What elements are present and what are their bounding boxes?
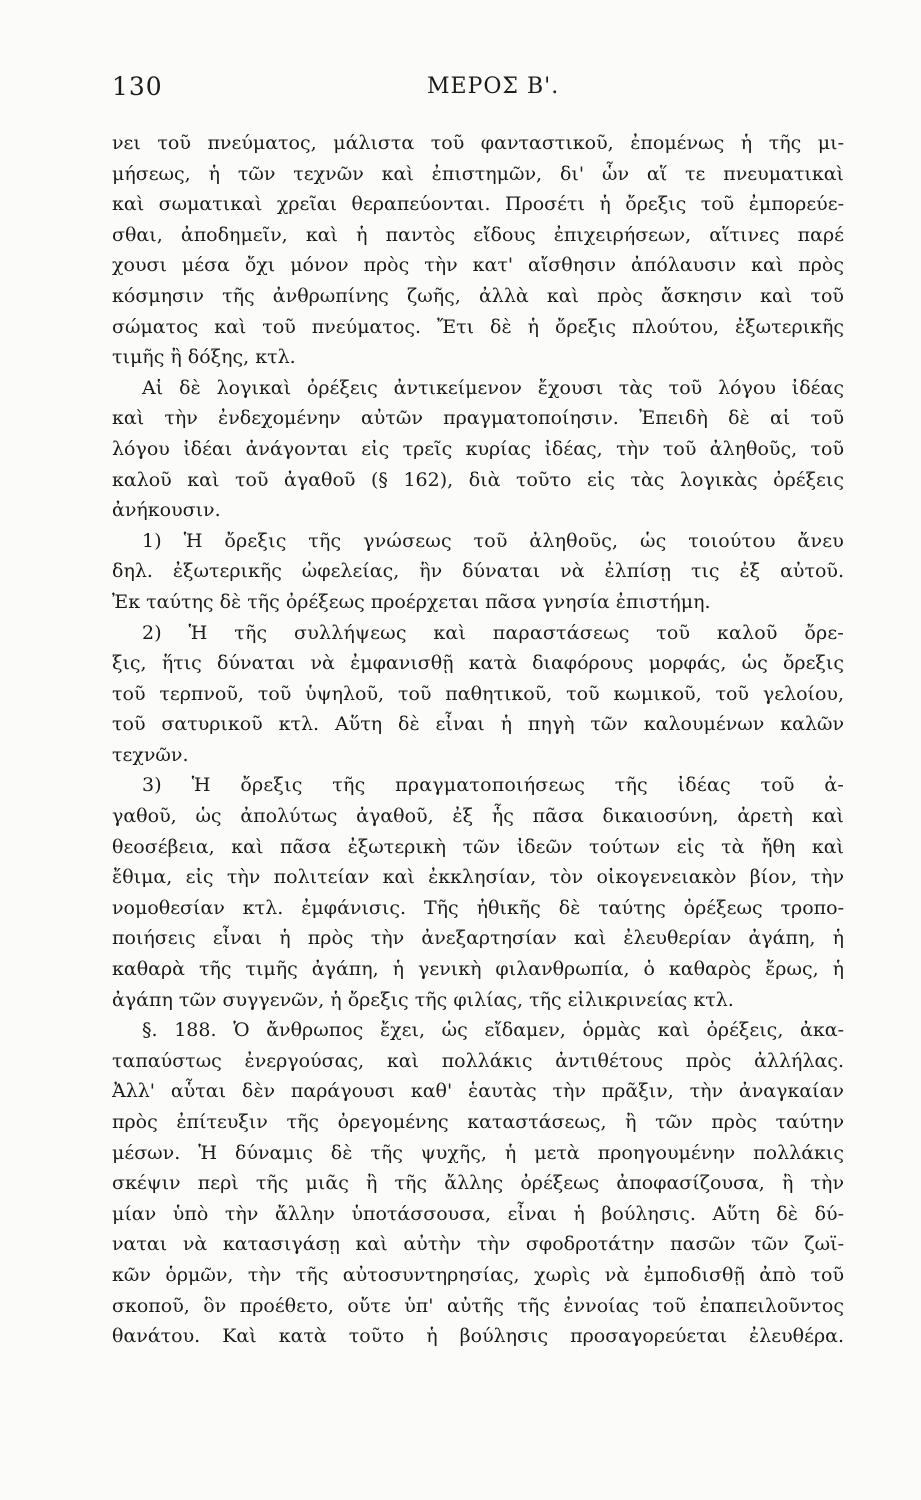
text-line: σώματος καὶ τοῦ πνεύματος. Ἔτι δὲ ἡ ὄρεξις πλούτου, ἐξωτερικῆς bbox=[112, 315, 844, 338]
paragraph-start-line: Αἱ δὲ λογικαὶ ὀρέξεις ἀντικείμενον ἔχουσι τὰς τοῦ λόγου ἰδέας bbox=[142, 376, 844, 399]
text-line: καὶ σωματικαὶ χρεῖαι θεραπεύονται. Προσέτι ἡ ὄρεξις τοῦ ἐμπορεύε- bbox=[112, 193, 844, 216]
text-line: ἔθιμα, εἰς τὴν πολιτείαν καὶ ἐκκλησίαν, τὸν οἰκογενειακὸν βίον, τὴν bbox=[112, 866, 844, 889]
text-line: ποιήσεις εἶναι ἡ πρὸς τὴν ἀνεξαρτησίαν καὶ ἐλευθερίαν ἀγάπη, ἡ bbox=[112, 927, 844, 950]
text-line: νομοθεσίαν κτλ. ἐμφάνισις. Τῆς ἠθικῆς δὲ ταύτης ὀρέξεως τροπο- bbox=[112, 896, 844, 919]
text-line: σθαι, ἀποδημεῖν, καὶ ἡ παντὸς εἴδους ἐπιχειρήσεων, αἵτινες παρέ bbox=[112, 223, 844, 246]
numbered-item-line: 2) Ἡ τῆς συλλήψεως καὶ παραστάσεως τοῦ καλοῦ ὄρε- bbox=[142, 621, 844, 644]
text-line: τιμῆς ἢ δόξης, κτλ. bbox=[112, 346, 296, 369]
text-line: χουσι μέσα ὄχι μόνον πρὸς τὴν κατ' αἴσθησιν ἀπόλαυσιν καὶ πρὸς bbox=[112, 254, 844, 277]
text-line: Ἀλλ' αὗται δὲν παράγουσι καθ' ἑαυτὰς τὴν πρᾶξιν, τὴν ἀναγκαίαν bbox=[112, 1080, 844, 1103]
text-line: γαθοῦ, ὡς ἀπολύτως ἀγαθοῦ, ἐξ ἧς πᾶσα δικαιοσύνη, ἀρετὴ καὶ bbox=[112, 805, 844, 828]
text-line: καθαρὰ τῆς τιμῆς ἀγάπη, ἡ γενικὴ φιλανθρωπία, ὁ καθαρὸς ἔρως, ἡ bbox=[112, 958, 844, 981]
text-line: καὶ τὴν ἐνδεχομένην αὐτῶν πραγματοποίησιν. Ἐπειδὴ δὲ αἱ τοῦ bbox=[112, 407, 844, 430]
text-line: τεχνῶν. bbox=[112, 743, 189, 766]
text-line: ἀνήκουσιν. bbox=[112, 499, 221, 522]
text-line: νει τοῦ πνεύματος, μάλιστα τοῦ φανταστικοῦ, ἐπομένως ἡ τῆς μι- bbox=[112, 132, 844, 154]
text-line: ξις, ἥτις δύναται νὰ ἐμφανισθῇ κατὰ διαφόρους μορφάς, ὡς ὄρεξις bbox=[112, 652, 844, 675]
text-line: δηλ. ἐξωτερικῆς ὠφελείας, ἣν δύναται νὰ ἐλπίσῃ τις ἐξ αὐτοῦ. bbox=[112, 560, 844, 583]
body-text bbox=[112, 128, 844, 1352]
text-line: θανάτου. Καὶ κατὰ τοῦτο ἡ βούλησις προσαγορεύεται ἐλευθέρα. bbox=[112, 1325, 844, 1348]
page-number: 130 bbox=[112, 72, 163, 101]
text-line: Ἐκ ταύτης δὲ τῆς ὀρέξεως προέρχεται πᾶσα γνησία ἐπιστήμη. bbox=[112, 590, 711, 613]
text-line: μέσων. Ἡ δύναμις δὲ τῆς ψυχῆς, ἡ μετὰ προηγουμένην πολλάκις bbox=[112, 1141, 844, 1164]
text-line: σκέψιν περὶ τῆς μιᾶς ἢ τῆς ἄλλης ὀρέξεως ἀποφασίζουσα, ἢ τὴν bbox=[112, 1172, 844, 1195]
numbered-item-line: 3) Ἡ ὄρεξις τῆς πραγματοποιήσεως τῆς ἰδέας τοῦ ἀ- bbox=[142, 774, 844, 797]
running-head bbox=[112, 72, 848, 112]
numbered-item-line: 1) Ἡ ὄρεξις τῆς γνώσεως τοῦ ἀληθοῦς, ὡς τοιούτου ἄνευ bbox=[142, 529, 844, 552]
text-line: λόγου ἰδέαι ἀνάγονται εἰς τρεῖς κυρίας ἰδέας, τὴν τοῦ ἀληθοῦς, τοῦ bbox=[112, 437, 844, 460]
running-head-title: ΜΕΡΟΣ Β'. bbox=[427, 74, 560, 99]
text-line: σκοποῦ, ὃν προέθετο, οὔτε ὑπ' αὐτῆς τῆς ἐννοίας τοῦ ἐπαπειλοῦντος bbox=[112, 1294, 844, 1317]
text-line: καλοῦ καὶ τοῦ ἀγαθοῦ (§ 162), διὰ τοῦτο εἰς τὰς λογικὰς ὀρέξεις bbox=[112, 468, 844, 491]
text-line: πρὸς ἐπίτευξιν τῆς ὀρεγομένης καταστάσεως, ἢ τῶν πρὸς ταύτην bbox=[112, 1111, 844, 1133]
text-line: ναται νὰ κατασιγάσῃ καὶ αὐτὴν τὴν σφοδροτάτην πασῶν τῶν ζωϊ- bbox=[112, 1233, 844, 1256]
text-line: τοῦ σατυρικοῦ κτλ. Αὕτη δὲ εἶναι ἡ πηγὴ τῶν καλουμένων καλῶν bbox=[112, 713, 844, 736]
text-line: μήσεως, ἡ τῶν τεχνῶν καὶ ἐπιστημῶν, δι' ὧν αἵ τε πνευματικαὶ bbox=[112, 162, 844, 185]
text-line: κόσμησιν τῆς ἀνθρωπίνης ζωῆς, ἀλλὰ καὶ πρὸς ἄσκησιν καὶ τοῦ bbox=[112, 284, 844, 307]
text-line: μίαν ὑπὸ τὴν ἄλλην ὑποτάσσουσα, εἶναι ἡ βούλησις. Αὕτη δὲ δύ- bbox=[112, 1202, 844, 1225]
text-line: θεοσέβεια, καὶ πᾶσα ἐξωτερικὴ τῶν ἰδεῶν τούτων εἰς τὰ ἤθη καὶ bbox=[112, 835, 844, 858]
text-line: ἀγάπη τῶν συγγενῶν, ἡ ὄρεξις τῆς φιλίας, τῆς εἰλικρινείας κτλ. bbox=[112, 988, 734, 1011]
text-line: τοῦ τερπνοῦ, τοῦ ὑψηλοῦ, τοῦ παθητικοῦ, τοῦ κωμικοῦ, τοῦ γελοίου, bbox=[112, 682, 844, 705]
text-line: ταπαύστως ἐνεργούσας, καὶ πολλάκις ἀντιθέτους πρὸς ἀλλήλας. bbox=[112, 1049, 844, 1072]
text-line: κῶν ὁρμῶν, τὴν τῆς αὐτοσυντηρησίας, χωρὶς νὰ ἐμποδισθῇ ἀπὸ τοῦ bbox=[112, 1263, 844, 1286]
section-start-line: §. 188. Ὁ ἄνθρωπος ἔχει, ὡς εἴδαμεν, ὁρμὰς καὶ ὀρέξεις, ἀκα- bbox=[142, 1019, 844, 1042]
